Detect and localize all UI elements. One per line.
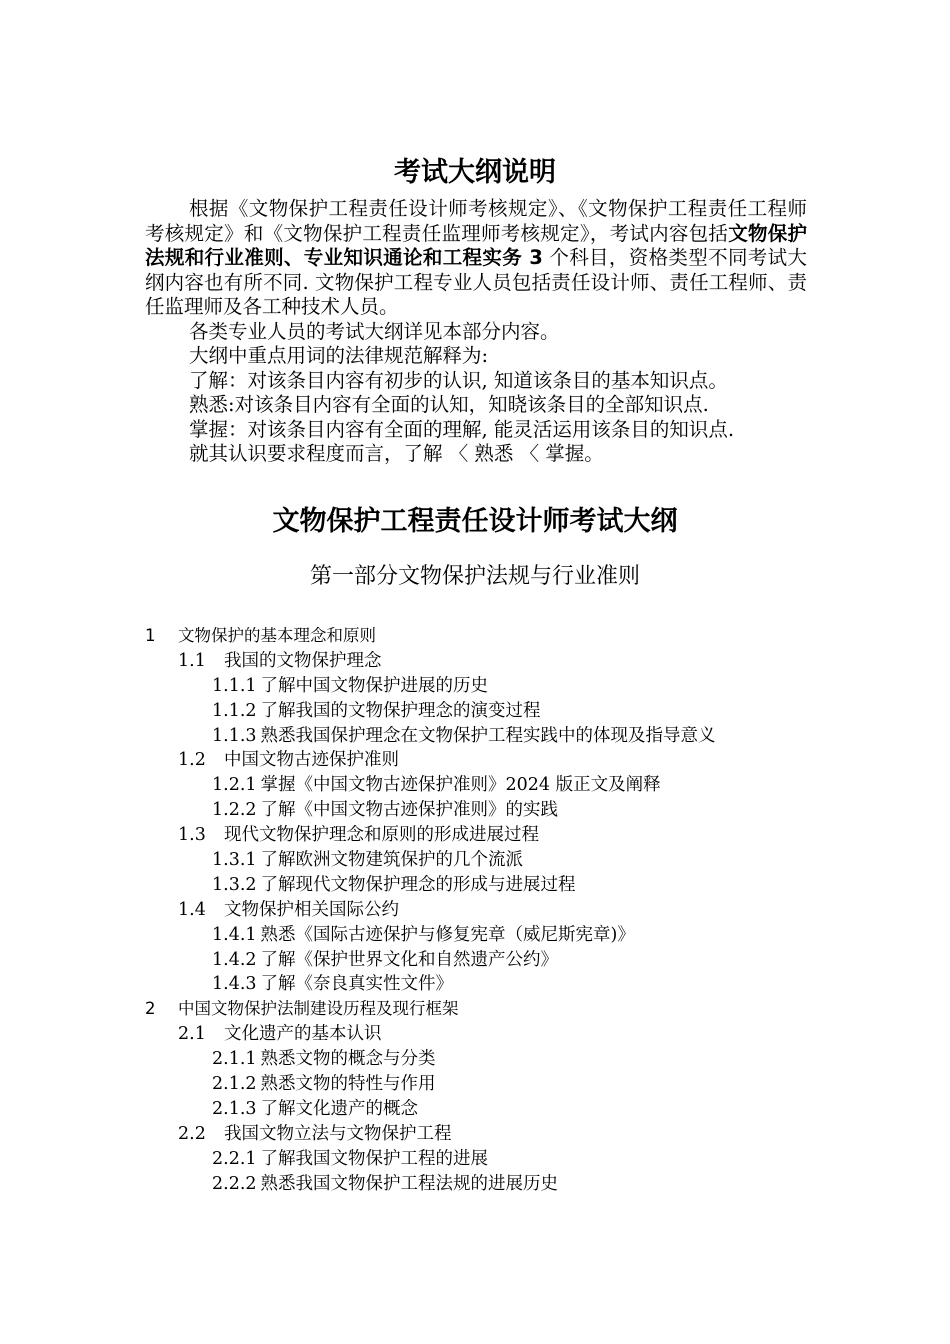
intro-line: 就其认识要求程度而言，了解 〈 熟悉 〈 掌握。 <box>189 442 604 465</box>
outline-item-level-3 <box>145 773 845 798</box>
outline-item-text: 了解文化遗产的概念 <box>260 1098 419 1119</box>
intro-line: 了解：对该条目内容有初步的认识, 知道该条目的基本知识点。 <box>189 368 728 392</box>
outline-item-text: 文化遗产的基本认识 <box>224 1024 382 1045</box>
outline-item-number: 1.1.1 <box>212 675 257 696</box>
outline-item-number: 1.1.3 <box>212 725 257 746</box>
intro-section <box>145 197 807 467</box>
outline-item-number: 1.2 <box>178 750 206 771</box>
outline-item-text: 熟悉我国文物保护工程法规的进展历史 <box>260 1173 559 1194</box>
intro-line: 掌握：对该条目内容有全面的理解, 能灵活运用该条目的知识点. <box>189 417 735 441</box>
outline-item-level-3 <box>145 948 845 973</box>
outline-item-number: 2 <box>145 999 156 1019</box>
outline-item-level-3 <box>145 674 845 699</box>
outline-item-text: 熟悉我国保护理念在文物保护工程实践中的体现及指导意义 <box>260 725 716 746</box>
outline-item-number: 1.3.2 <box>212 874 257 895</box>
outline-item-number: 2.1.1 <box>212 1049 257 1070</box>
outline-item-level-3 <box>145 699 845 724</box>
outline-item-text: 了解《奈良真实性文件》 <box>260 974 454 995</box>
outline-item-number: 1.4.1 <box>212 924 257 945</box>
outline-item-text: 熟悉文物的特性与作用 <box>260 1074 436 1095</box>
intro-line: 各类专业人员的考试大纲详见本部分内容。 <box>189 319 560 343</box>
outline-item-number: 2.1 <box>178 1024 206 1045</box>
outline-item-text: 现代文物保护理念和原则的形成进展过程 <box>224 825 539 846</box>
page-title: 考试大纲说明 <box>394 157 556 188</box>
outline-item-level-3 <box>145 848 845 873</box>
outline-item-level-3 <box>145 873 845 898</box>
outline-item-level-3 <box>145 1172 845 1197</box>
outline-item-number: 1.3 <box>178 825 206 846</box>
outline-item-level-3 <box>145 923 845 948</box>
outline-item-number: 1.3.1 <box>212 850 257 871</box>
outline-item-number: 1.2.2 <box>212 800 257 821</box>
outline-item-text: 掌握《中国文物古迹保护准则》2024 版正文及阐释 <box>260 775 661 796</box>
intro-subjects-bold: 文物保护法规和行业准则、专业知识通论和工程实务 3 <box>145 221 807 269</box>
outline-item-number: 2.2 <box>178 1123 206 1144</box>
outline-item-level-3 <box>145 1072 845 1097</box>
outline-item-number: 2.2.2 <box>212 1173 257 1194</box>
outline-item-number: 1 <box>145 626 156 645</box>
outline-item-text: 了解欧洲文物建筑保护的几个流派 <box>260 850 524 871</box>
syllabus-title: 文物保护工程责任设计师考试大纲 <box>272 506 678 537</box>
outline-item-text: 了解我国的文物保护理念的演变过程 <box>260 700 541 721</box>
outline-item-text: 熟悉《国际古迹保护与修复宪章（威尼斯宪章)》 <box>260 924 635 945</box>
outline-item-text: 了解我国文物保护工程的进展 <box>260 1148 489 1169</box>
outline-item-level-3 <box>145 972 845 997</box>
outline-item-number: 1.4.3 <box>212 974 257 995</box>
outline-item-number: 2.1.2 <box>212 1074 257 1095</box>
outline-item-text: 熟悉文物的概念与分类 <box>260 1049 436 1070</box>
outline-item-level-2 <box>145 748 845 773</box>
outline-item-level-3 <box>145 1147 845 1172</box>
intro-paragraph <box>145 197 807 320</box>
outline-item-text: 我国文物立法与文物保护工程 <box>224 1123 452 1144</box>
outline-item-level-3 <box>145 724 845 749</box>
intro-text: 个科目，资格类型不同考试大纲内容也有所不同. 文物保护工程专业人员包括责任设计师、责任工程师、责任监理师及各工种技术人员。 <box>145 246 808 318</box>
outline-item-text: 文物保护相关国际公约 <box>224 899 399 920</box>
intro-text: 根据《文物保护工程责任设计师考核规定》、《文物保护工程责任工程师考核规定》和《文物保护工程责任监理师考核规定》，考试内容包括 <box>145 197 807 245</box>
intro-line: 大纲中重点用词的法律规范解释为: <box>189 344 489 367</box>
outline-item-level-3 <box>145 1047 845 1072</box>
outline-item-number: 1.2.1 <box>212 775 257 796</box>
outline-item-level-3 <box>145 798 845 823</box>
outline-item-text: 中国文物保护法制建设历程及现行框架 <box>178 999 459 1019</box>
outline-item-level-1 <box>145 997 845 1022</box>
outline-item-level-2 <box>145 649 845 674</box>
outline-item-number: 2.2.1 <box>212 1148 257 1169</box>
outline-item-level-1 <box>145 624 845 649</box>
outline-item-number: 1.4 <box>178 899 206 920</box>
outline-item-text: 中国文物古迹保护准则 <box>224 750 399 771</box>
part-title: 第一部分文物保护法规与行业准则 <box>309 564 640 589</box>
outline-item-text: 了解现代文物保护理念的形成与进展过程 <box>260 874 576 895</box>
outline-list <box>145 624 845 1196</box>
outline-item-text: 文物保护的基本理念和原则 <box>178 626 376 645</box>
outline-item-level-2 <box>145 823 845 848</box>
outline-item-number: 1.1 <box>178 650 206 671</box>
outline-item-text: 我国的文物保护理念 <box>224 650 382 671</box>
outline-item-level-3 <box>145 1097 845 1122</box>
outline-item-text: 了解《中国文物古迹保护准则》的实践 <box>260 800 559 821</box>
outline-item-level-2 <box>145 898 845 923</box>
outline-item-number: 1.4.2 <box>212 949 257 970</box>
outline-item-text: 了解中国文物保护进展的历史 <box>260 675 489 696</box>
intro-line: 熟悉:对该条目内容有全面的认知，知晓该条目的全部知识点. <box>189 393 709 416</box>
outline-item-number: 1.1.2 <box>212 700 257 721</box>
outline-item-number: 2.1.3 <box>212 1098 257 1119</box>
outline-item-level-2 <box>145 1022 845 1047</box>
outline-item-text: 了解《保护世界文化和自然遗产公约》 <box>260 949 559 970</box>
outline-item-level-2 <box>145 1122 845 1147</box>
